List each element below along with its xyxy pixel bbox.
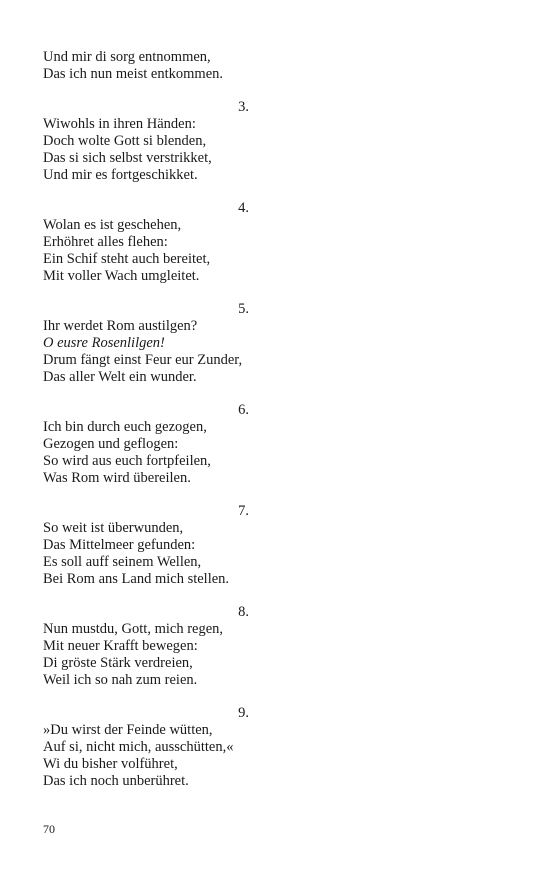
verse-line: Drum fängt einst Feur eur Zunder, [43,352,243,368]
verse-line: »Du wirst der Feinde wütten, [43,722,213,738]
verse-line: Di gröste Stärk verdreien, [43,655,193,671]
stanza-number: 8. [238,604,249,620]
verse-line: Mit neuer Krafft bewegen: [43,638,198,654]
stanza [43,402,503,487]
verse-line: Ein Schif steht auch bereitet, [43,251,211,267]
verse-line: Mit voller Wach umgleitet. [43,268,200,284]
stanza [43,200,503,285]
stanza-number: 7. [238,503,249,519]
verse-line: Wolan es ist geschehen, [43,217,182,233]
verse-line: Gezogen und geflogen: [43,436,179,452]
verse-line: So weit ist überwunden, [43,520,184,536]
verse-line: Das si sich selbst verstrikket, [43,150,212,166]
stanza-number: 6. [238,402,249,418]
verse-line: Ihr werdet Rom austilgen? [43,318,198,334]
page-number: 70 [43,822,55,836]
poem-body [43,49,503,806]
verse-line: Das Mittelmeer gefunden: [43,537,196,553]
stanza [43,99,503,184]
verse-line: Erhöhret alles flehen: [43,234,168,250]
verse-line: Es soll auff seinem Wellen, [43,554,202,570]
stanza-number: 3. [238,99,249,115]
verse-line: Was Rom wird übereilen. [43,470,191,486]
verse-line: O eusre Rosenlilgen! [43,335,165,351]
verse-line: Das ich nun meist entkommen. [43,66,224,82]
verse-line: Das aller Welt ein wunder. [43,369,197,385]
stanza [43,705,503,790]
stanza [43,301,503,386]
verse-line: Nun mustdu, Gott, mich regen, [43,621,224,637]
verse-line: Doch wolte Gott si blenden, [43,133,207,149]
verse-line: Und mir di sorg entnommen, [43,49,211,65]
stanza-number: 5. [238,301,249,317]
verse-line: Wiwohls in ihren Händen: [43,116,196,132]
stanza-number: 9. [238,705,249,721]
verse-line: Bei Rom ans Land mich stellen. [43,571,230,587]
verse-line: Auf si, nicht mich, ausschütten,« [43,739,234,755]
verse-line: Das ich noch unberühret. [43,773,189,789]
verse-line: Und mir es fortgeschikket. [43,167,198,183]
verse-line: Ich bin durch euch gezogen, [43,419,207,435]
verse-line: Wi du bisher volführet, [43,756,178,772]
stanza [43,503,503,588]
stanza-number: 4. [238,200,249,216]
stanza [43,604,503,689]
verse-line: Weil ich so nah zum reien. [43,672,198,688]
stanza [43,49,503,83]
verse-line: So wird aus euch fortpfeilen, [43,453,211,469]
